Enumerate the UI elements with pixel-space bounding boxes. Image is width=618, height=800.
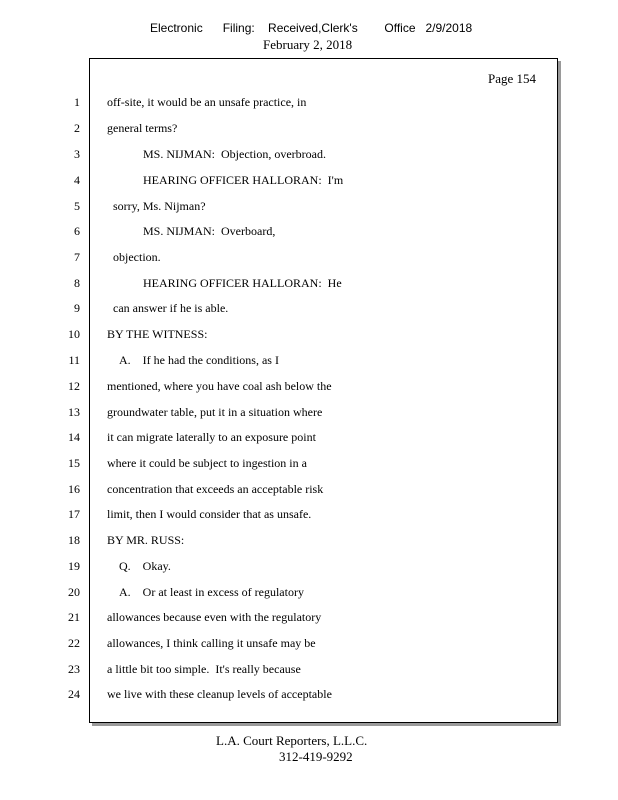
transcript-line: MS. NIJMAN: Overboard,	[143, 224, 276, 238]
transcript-line: allowances, I think calling it unsafe may be	[107, 636, 316, 650]
line-number: 1	[74, 95, 80, 109]
transcript-line: off-site, it would be an unsafe practice, in	[107, 95, 307, 109]
transcript-line: groundwater table, put it in a situation where	[107, 405, 323, 419]
line-number: 13	[68, 405, 80, 419]
line-number: 3	[74, 147, 80, 161]
footer-phone: 312-419-9292	[279, 749, 353, 764]
transcript-line: concentration that exceeds an acceptable risk	[107, 482, 324, 496]
transcript-line: BY MR. RUSS:	[107, 533, 185, 547]
line-number: 5	[74, 199, 80, 213]
line-number: 20	[68, 585, 80, 599]
transcript-line: we live with these cleanup levels of acceptable	[107, 687, 332, 701]
line-number: 4	[74, 173, 80, 187]
transcript-line: HEARING OFFICER HALLORAN: He	[143, 276, 342, 290]
transcript-line: allowances because even with the regulatory	[107, 610, 322, 624]
line-number: 9	[74, 301, 80, 315]
line-number: 23	[68, 662, 80, 676]
page-number: Page 154	[488, 71, 537, 86]
line-number: 14	[68, 430, 80, 444]
transcript-line: BY THE WITNESS:	[107, 327, 208, 341]
transcript-line: A. If he had the conditions, as I	[119, 353, 279, 367]
transcript-line: A. Or at least in excess of regulatory	[119, 585, 304, 599]
line-number: 15	[68, 456, 80, 470]
transcript-line: can answer if he is able.	[113, 301, 229, 315]
transcript-line: general terms?	[107, 121, 178, 135]
line-number: 2	[74, 121, 80, 135]
transcript-line: objection.	[113, 250, 161, 264]
transcript-line: where it could be subject to ingestion in a	[107, 456, 307, 470]
transcript-line: sorry, Ms. Nijman?	[113, 199, 206, 213]
line-number: 18	[68, 533, 80, 547]
transcript-line: a little bit too simple. It's really because	[107, 662, 301, 676]
line-number: 7	[74, 250, 80, 264]
line-number: 22	[68, 636, 80, 650]
electronic-filing-stamp: Electronic Filing: Received,Clerk's Office 2/9/2018	[150, 21, 473, 35]
line-number: 24	[68, 687, 80, 701]
line-number: 8	[74, 276, 80, 290]
transcript-line: MS. NIJMAN: Objection, overbroad.	[143, 147, 326, 161]
line-number: 10	[68, 327, 80, 341]
line-number: 16	[68, 482, 80, 496]
transcript-line: limit, then I would consider that as unsafe.	[107, 507, 312, 521]
transcript-line: HEARING OFFICER HALLORAN: I'm	[143, 173, 344, 187]
transcript-line: Q. Okay.	[119, 559, 171, 573]
footer-company: L.A. Court Reporters, L.L.C.	[216, 733, 368, 748]
transcript-line: it can migrate laterally to an exposure point	[107, 430, 316, 444]
line-number: 19	[68, 559, 80, 573]
line-number: 21	[68, 610, 80, 624]
line-number: 11	[68, 353, 80, 367]
transcript-line: mentioned, where you have coal ash below the	[107, 379, 332, 393]
filing-date: February 2, 2018	[263, 37, 353, 52]
line-number: 12	[68, 379, 80, 393]
line-number: 6	[74, 224, 80, 238]
line-number: 17	[68, 507, 80, 521]
